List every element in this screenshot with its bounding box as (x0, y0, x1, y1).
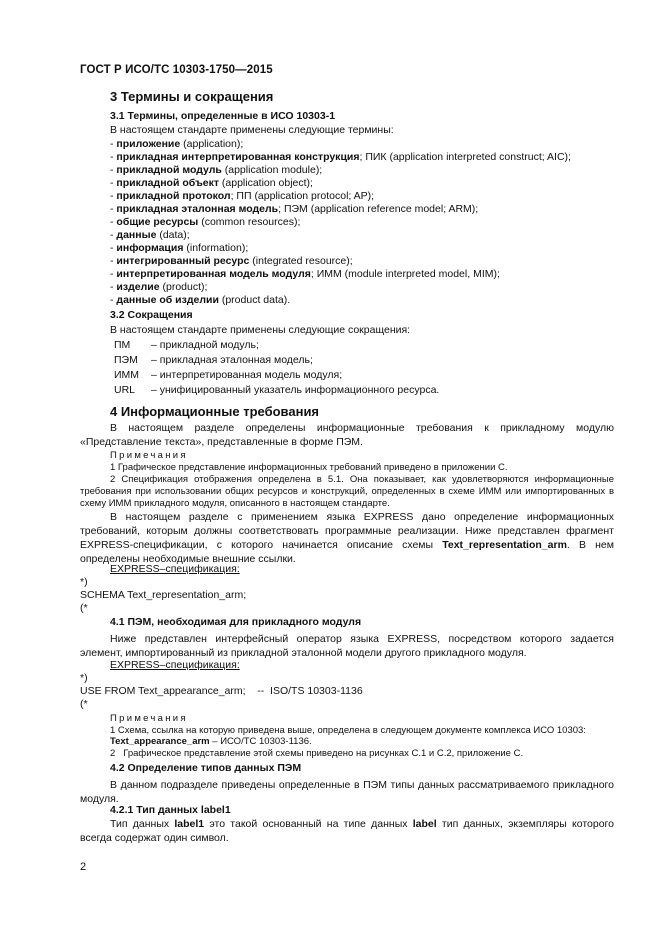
term-rest: (product data). (218, 294, 291, 306)
code-comment-open: *) (80, 672, 88, 684)
term-bold: прикладная эталонная модель (116, 203, 279, 215)
subsection-4-2-text: В данном подразделе приведены определенные в ПЭМ типы данных рассматриваемого прикладного модуля. (80, 779, 614, 805)
term-bold: прикладной объект (116, 177, 219, 189)
abbreviations-intro: В настоящем стандарте применены следующие сокращения: (110, 324, 411, 336)
term-rest: ; ПИК (application interpreted construct; AIC); (359, 151, 571, 163)
term-item: - прикладная эталонная модель; ПЭМ (application reference model; ARM); (110, 203, 479, 215)
term-bold: прикладной протокол (116, 190, 231, 202)
express-intro-tail: . В нем определены необходимые внешние ссылки. (80, 539, 614, 565)
term-rest: (application module); (221, 164, 323, 176)
term-bold: данные об изделии (116, 294, 219, 306)
abbreviation-meaning: – прикладная эталонная модель; (151, 354, 313, 366)
term-bold: приложение (116, 138, 181, 150)
section-3-heading: 3 Термины и сокращения (110, 89, 274, 104)
code-use-line: USE FROM Text_appearance_arm; -- ISO/TS 10303-1136 (80, 685, 363, 697)
subsection-4-1-heading: 4.1 ПЭМ, необходимая для прикладного модуля (110, 616, 362, 628)
abbreviation-item (114, 369, 342, 381)
term-item: - прикладная интерпретированная конструкция; ПИК (application interpreted construct; AIC); (110, 151, 571, 163)
subsection-3-2-heading: 3.2 Сокращения (110, 309, 193, 321)
term-bold: прикладной модуль (116, 164, 222, 176)
text-part: тип данных, экземпляры которого всегда содержат один символ. (80, 818, 614, 844)
notes-label: Примечания (110, 713, 188, 724)
term-rest: ; ПЭМ (application reference model; ARM); (278, 203, 479, 215)
term-item: - данные (data); (110, 229, 190, 241)
abbreviation-key: ИММ (114, 369, 140, 381)
abbreviation-item (114, 354, 313, 366)
term-item: - изделие (product); (110, 281, 208, 293)
document-header: ГОСТ Р ИСО/ТС 10303-1750—2015 (80, 64, 273, 76)
term-bold: интегрированный ресурс (116, 255, 250, 267)
subsection-4-2-1-text (80, 817, 614, 845)
term-rest: (application object); (218, 177, 313, 189)
term-rest: (application); (180, 138, 244, 150)
express-spec-label: EXPRESS–спецификация: (110, 563, 240, 575)
term-bold: изделие (116, 281, 160, 293)
note-3-ref (110, 736, 312, 747)
term-rest: (data); (156, 229, 190, 241)
express-spec-label: EXPRESS–спецификация: (110, 659, 240, 671)
term-bold: интерпретированная модель модуля (116, 268, 311, 280)
abbreviation-item (114, 384, 439, 396)
note-3: 1 Схема, ссылка на которую приведена выше, определена в следующем документе комплекса ИСО 10303: (110, 725, 586, 736)
section-4-intro: В настоящем разделе определены информационные требования к прикладному модулю «Представление текста», представленные в форме ПЭМ. (80, 422, 614, 448)
note-2: 2 Спецификация отображения определена в 5.1. Она показывает, как удовлетворяются информационные требования при использовании общих ресурсов и конструкций, определенных в схеме ИММ или импортированных в схему ИММ прикладного модуля, описанного в настоящем стандарте. (80, 474, 614, 509)
section-4-heading: 4 Информационные требования (110, 404, 320, 419)
note-3-schema: Text_appearance_arm (110, 736, 210, 747)
term-item: - интерпретированная модель модуля; ИММ (module interpreted model, MIM); (110, 268, 500, 280)
code-comment-open: *) (80, 576, 88, 588)
term-rest: (integrated resource); (249, 255, 353, 267)
notes-label: Примечания (110, 450, 188, 461)
subsection-4-2-1-heading: 4.2.1 Тип данных label1 (110, 804, 231, 816)
express-intro-text: В настоящем разделе с применением языка EXPRESS дано определение информационных требований, которым должны соответствовать программные реализации. Ниже представлен фрагмент EXPRESS-спецификации, с которого начинается описание схемы (80, 511, 614, 551)
term-item: - общие ресурсы (common resources); (110, 216, 301, 228)
term-rest: (information); (183, 242, 249, 254)
abbreviation-key: ПЭМ (114, 354, 138, 366)
note-3-ref-text: – ИСО/ТС 10303-1136. (209, 736, 312, 747)
type-name: label (412, 818, 437, 830)
note-4: 2 Графическое представление этой схемы приведено на рисунках С.1 и С.2, приложение С. (110, 748, 524, 759)
abbreviation-key: URL (114, 384, 136, 396)
code-comment-close: (* (80, 698, 88, 710)
abbreviation-key: ПМ (114, 339, 131, 351)
term-bold: прикладная интерпретированная конструкция (116, 151, 360, 163)
abbreviation-meaning: – унифицированный указатель информационного ресурса. (151, 384, 440, 396)
term-item: - интегрированный ресурс (integrated resource); (110, 255, 353, 267)
term-item: - прикладной модуль (application module); (110, 164, 323, 176)
term-item: - прикладной объект (application object); (110, 177, 313, 189)
abbreviation-meaning: – интерпретированная модель модуля; (151, 369, 343, 381)
page-number: 2 (80, 861, 87, 873)
express-intro-paragraph (80, 510, 614, 566)
term-bold: информация (116, 242, 184, 254)
term-item: - прикладной протокол; ПП (application protocol; AP); (110, 190, 375, 202)
term-bold: данные (116, 229, 157, 241)
type-name: label1 (174, 818, 205, 830)
abbreviation-item (114, 339, 259, 351)
text-part: это такой основанный на типе данных (204, 818, 413, 830)
code-comment-close: (* (80, 602, 88, 614)
term-rest: ; ИММ (module interpreted model, MIM); (310, 268, 500, 280)
note-1: 1 Графическое представление информационных требований приведено в приложении С. (110, 462, 508, 473)
subsection-3-1-heading: 3.1 Термины, определенные в ИСО 10303-1 (110, 110, 336, 122)
term-bold: общие ресурсы (116, 216, 199, 228)
term-rest: (common resources); (198, 216, 301, 228)
schema-name: Text_representation_arm (442, 539, 567, 551)
abbreviation-meaning: – прикладной модуль; (151, 339, 259, 351)
subsection-4-1-text: Ниже представлен интерфейсный оператор языка EXPRESS, посредством которого задается элемент, импортированный из прикладной эталонной модели другого прикладного модуля. (80, 633, 614, 659)
term-item: - информация (information); (110, 242, 249, 254)
term-item: - данные об изделии (product data). (110, 294, 291, 306)
term-rest: ; ПП (application protocol; AP); (230, 190, 375, 202)
terms-intro: В настоящем стандарте применены следующие термины: (110, 124, 394, 136)
code-schema-line: SCHEMA Text_representation_arm; (80, 589, 247, 601)
term-item: - приложение (application); (110, 138, 244, 150)
text-part: Тип данных (110, 818, 175, 830)
subsection-4-2-heading: 4.2 Определение типов данных ПЭМ (110, 762, 302, 774)
term-rest: (product); (159, 281, 208, 293)
